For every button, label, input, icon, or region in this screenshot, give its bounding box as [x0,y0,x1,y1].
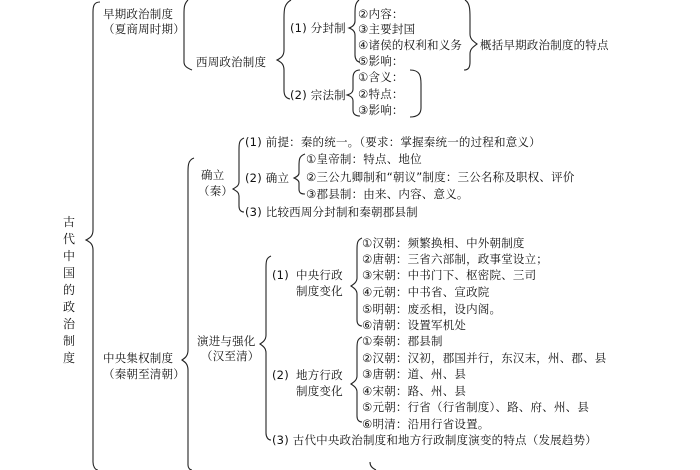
central-brace [182,158,194,470]
establish-sub-item: ①皇帝制：特点、地位 [306,152,422,166]
zongfa-right-brace [410,70,421,117]
local-gov-item: ④宋朝：路、州、县 [362,384,467,398]
local-gov-brace [351,337,362,422]
local-gov-item: ③唐朝：道、州、县 [362,367,467,381]
central-subtitle: （秦朝至清朝） [103,367,185,381]
root-title: 古代中国的政治制度 [62,215,75,365]
central-gov-line2: 制度变化 [296,284,343,298]
central-gov-item: ⑥清朝：设置军机处 [362,318,467,332]
fenfeng-item: ②内容： [358,7,404,21]
fenfeng-note: 概括早期政治制度的特点 [480,38,609,52]
local-gov-item: ⑥明清：沿用行省设置。 [362,417,490,431]
fenfeng-item: ③主要封国 [358,22,416,36]
establish-title: 确立 [201,168,225,182]
evolution-subtitle: （汉至清） [201,349,260,363]
zongfa-item: ①含义： [358,70,404,84]
zongfa-item: ③影响： [358,103,404,117]
establish-sub-item: ③郡县制：由来、内容、意义。 [306,187,469,201]
root-brace [86,2,100,470]
bottom-brace [370,462,376,470]
fenfeng-item: ⑤影响： [358,54,404,68]
central-gov-item: ⑤明朝：废丞相，设内阁。 [362,302,502,316]
local-gov-num: (2) [272,368,289,382]
central-gov-item: ③宋朝：中书门下、枢密院、三司 [362,268,537,282]
establish-compare: (3) 比较西周分封制和秦朝郡县制 [245,205,418,219]
establish-brace [233,138,244,212]
local-gov-line1: 地方行政 [296,368,343,382]
establish-sub-brace [294,154,305,194]
central-gov-item: ④元朝：中书省、宣政院 [362,285,490,299]
local-gov-item: ⑤元朝：行省（行省制度）、路、府、州、县 [362,400,590,414]
establish-item2-label: (2) 确立 [245,171,290,185]
establish-subtitle: （秦） [198,184,234,198]
zhou-brace [277,0,291,99]
central-gov-item: ②唐朝：三省六部制，政事堂设立； [362,252,549,266]
early-subtitle: （夏商周时期） [103,22,185,36]
establish-premise: (1) 前提：秦的统一。（要求：掌握秦统一的过程和意义） [245,135,541,149]
central-gov-line1: 中央行政 [296,268,343,282]
fenfeng-item: ④诸侯的权利和义务 [358,38,463,52]
establish-sub-item: ②三公九卿制和“朝议”制度：三公名称及职权、评价 [306,170,575,184]
evolution-brace [260,256,271,440]
central-gov-item: ①汉朝：频繁换相、中外朝制度 [362,236,525,250]
zongfa-item: ②特点： [358,87,404,101]
local-gov-item: ①秦朝：郡县制 [362,334,443,348]
fenfeng-label: (1) 分封制 [290,21,346,35]
central-gov-num: (1) [272,268,289,282]
evolution-title: 演进与强化 [197,334,256,348]
central-title: 中央集权制度 [103,351,174,365]
early-title: 早期政治制度 [103,7,174,21]
western-zhou-title: 西周政治制度 [196,55,267,69]
early-brace [184,0,192,70]
evolution-trend: (3) 古代中央政治制度和地方行政制度演变的特点（发展趋势） [272,433,597,447]
local-gov-item: ②汉朝：汉初，郡国并行，东汉末，州、郡、县 [362,351,607,365]
fenfeng-right-brace [464,0,477,70]
zongfa-label: (2) 宗法制 [290,88,346,102]
central-gov-brace [351,238,362,326]
local-gov-line2: 制度变化 [296,384,343,398]
